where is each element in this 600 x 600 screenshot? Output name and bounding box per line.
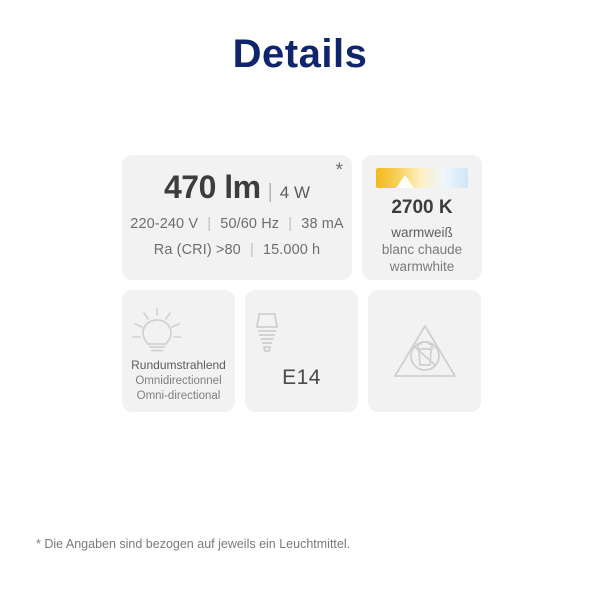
details-card-grid [122,155,482,412]
frequency-value: 50/60 Hz [220,216,280,232]
separator: | [207,216,212,232]
colour-temperature-gradient-icon [376,168,468,188]
colour-temperature-names [362,225,482,276]
electrical-line [122,216,352,232]
luminous-flux-line [122,169,352,206]
card-row-2 [122,290,482,412]
cct-name-fr: blanc chaude [381,241,463,257]
cct-name-en: warmwhite [389,258,455,274]
quality-line [122,242,352,258]
page-title: Details [232,32,368,76]
footnote-text: * Die Angaben sind bezogen auf jeweils ein Leuchtmittel. [36,537,351,551]
omnidirectional-bulb-icon [122,302,235,356]
lifetime-value: 15.000 h [262,242,321,258]
beam-name-de: Rundumstrahlend [131,358,226,372]
power-value: 4 W [279,183,311,202]
lamp-base-card [245,290,358,412]
beam-angle-names [122,358,235,403]
beam-name-fr: Omnidirectionnel [135,374,222,387]
separator: | [288,216,293,232]
disposal-card [368,290,481,412]
voltage-value: 220-240 V [130,216,199,232]
current-value: 38 mA [301,216,344,232]
electrical-specs-card [122,155,352,280]
card-row-1 [122,155,482,280]
lamp-base-label: E14 [282,366,321,389]
cri-value: Ra (CRI) >80 [153,242,241,258]
no-household-waste-triangle-icon [389,318,461,384]
separator: | [249,242,254,258]
footnote-asterisk: * [335,160,343,181]
gradient-marker-icon [396,175,414,188]
lamp-base-icon [245,310,358,358]
separator: | [267,181,273,203]
luminous-flux-value: 470 lm [163,169,261,205]
beam-angle-card [122,290,235,412]
beam-name-en: Omni-directional [136,389,221,402]
colour-temperature-value: 2700 K [391,197,453,218]
cct-name-de: warmweiß [391,225,453,240]
colour-temperature-card [362,155,482,280]
